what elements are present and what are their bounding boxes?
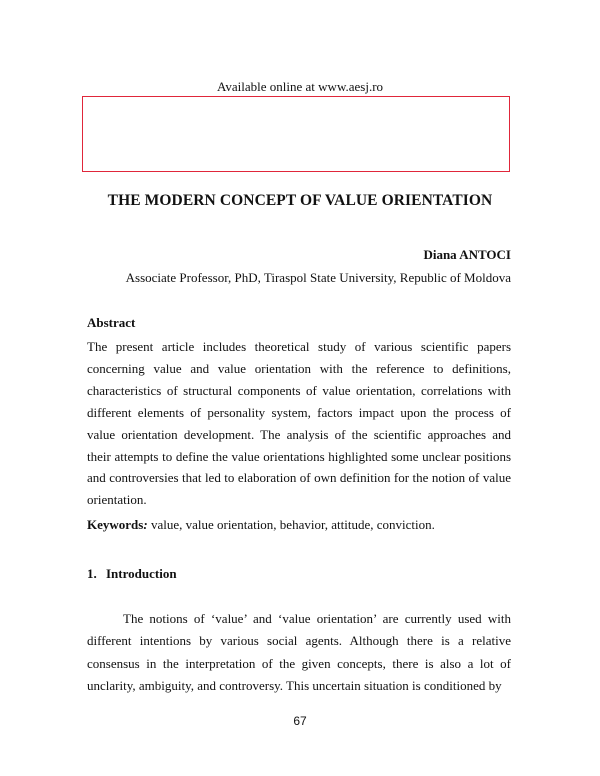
section-heading [87, 566, 177, 582]
abstract-heading: Abstract [87, 315, 136, 330]
article-title: THE MODERN CONCEPT OF VALUE ORIENTATION [107, 192, 493, 209]
availability-line: Available online at www.aesj.ro [216, 79, 384, 94]
keywords-label-text: Keywords [87, 517, 144, 532]
page-number: 67 [293, 714, 307, 728]
keywords-label [87, 517, 148, 532]
placeholder-frame [82, 96, 510, 172]
keywords-line [87, 517, 435, 533]
abstract-text: The present article includes theoretical study of various scientific papers concerning value and value orientation with the reference to definitions, characteristics of structural components of value orientation, correlations with different elements of personality system, factors impact upon the process of value orientation development. The analysis of the scientific approaches and their attempts to define the value orientations highlighted some unclear positions and controversies that led to elaboration of own definition for the notion of value orientation. [87, 339, 511, 508]
author-affiliation: Associate Professor, PhD, Tiraspol State University, Republic of Moldova [125, 270, 511, 285]
keywords-colon: : [143, 517, 148, 532]
body-paragraph: The notions of ‘value’ and ‘value orientation’ are currently used with different intentions by various social agents. Although there is a relative consensus in the interpretation of the given concepts, there is also a lot of unclarity, ambiguity, and controversy. This uncertain situation is conditioned by [87, 611, 511, 693]
author-name: Diana ANTOCI [423, 247, 511, 262]
keywords-list: value, value orientation, behavior, attitude, conviction. [147, 517, 435, 532]
section-number: 1. [87, 566, 97, 581]
section-title: Introduction [106, 566, 177, 581]
